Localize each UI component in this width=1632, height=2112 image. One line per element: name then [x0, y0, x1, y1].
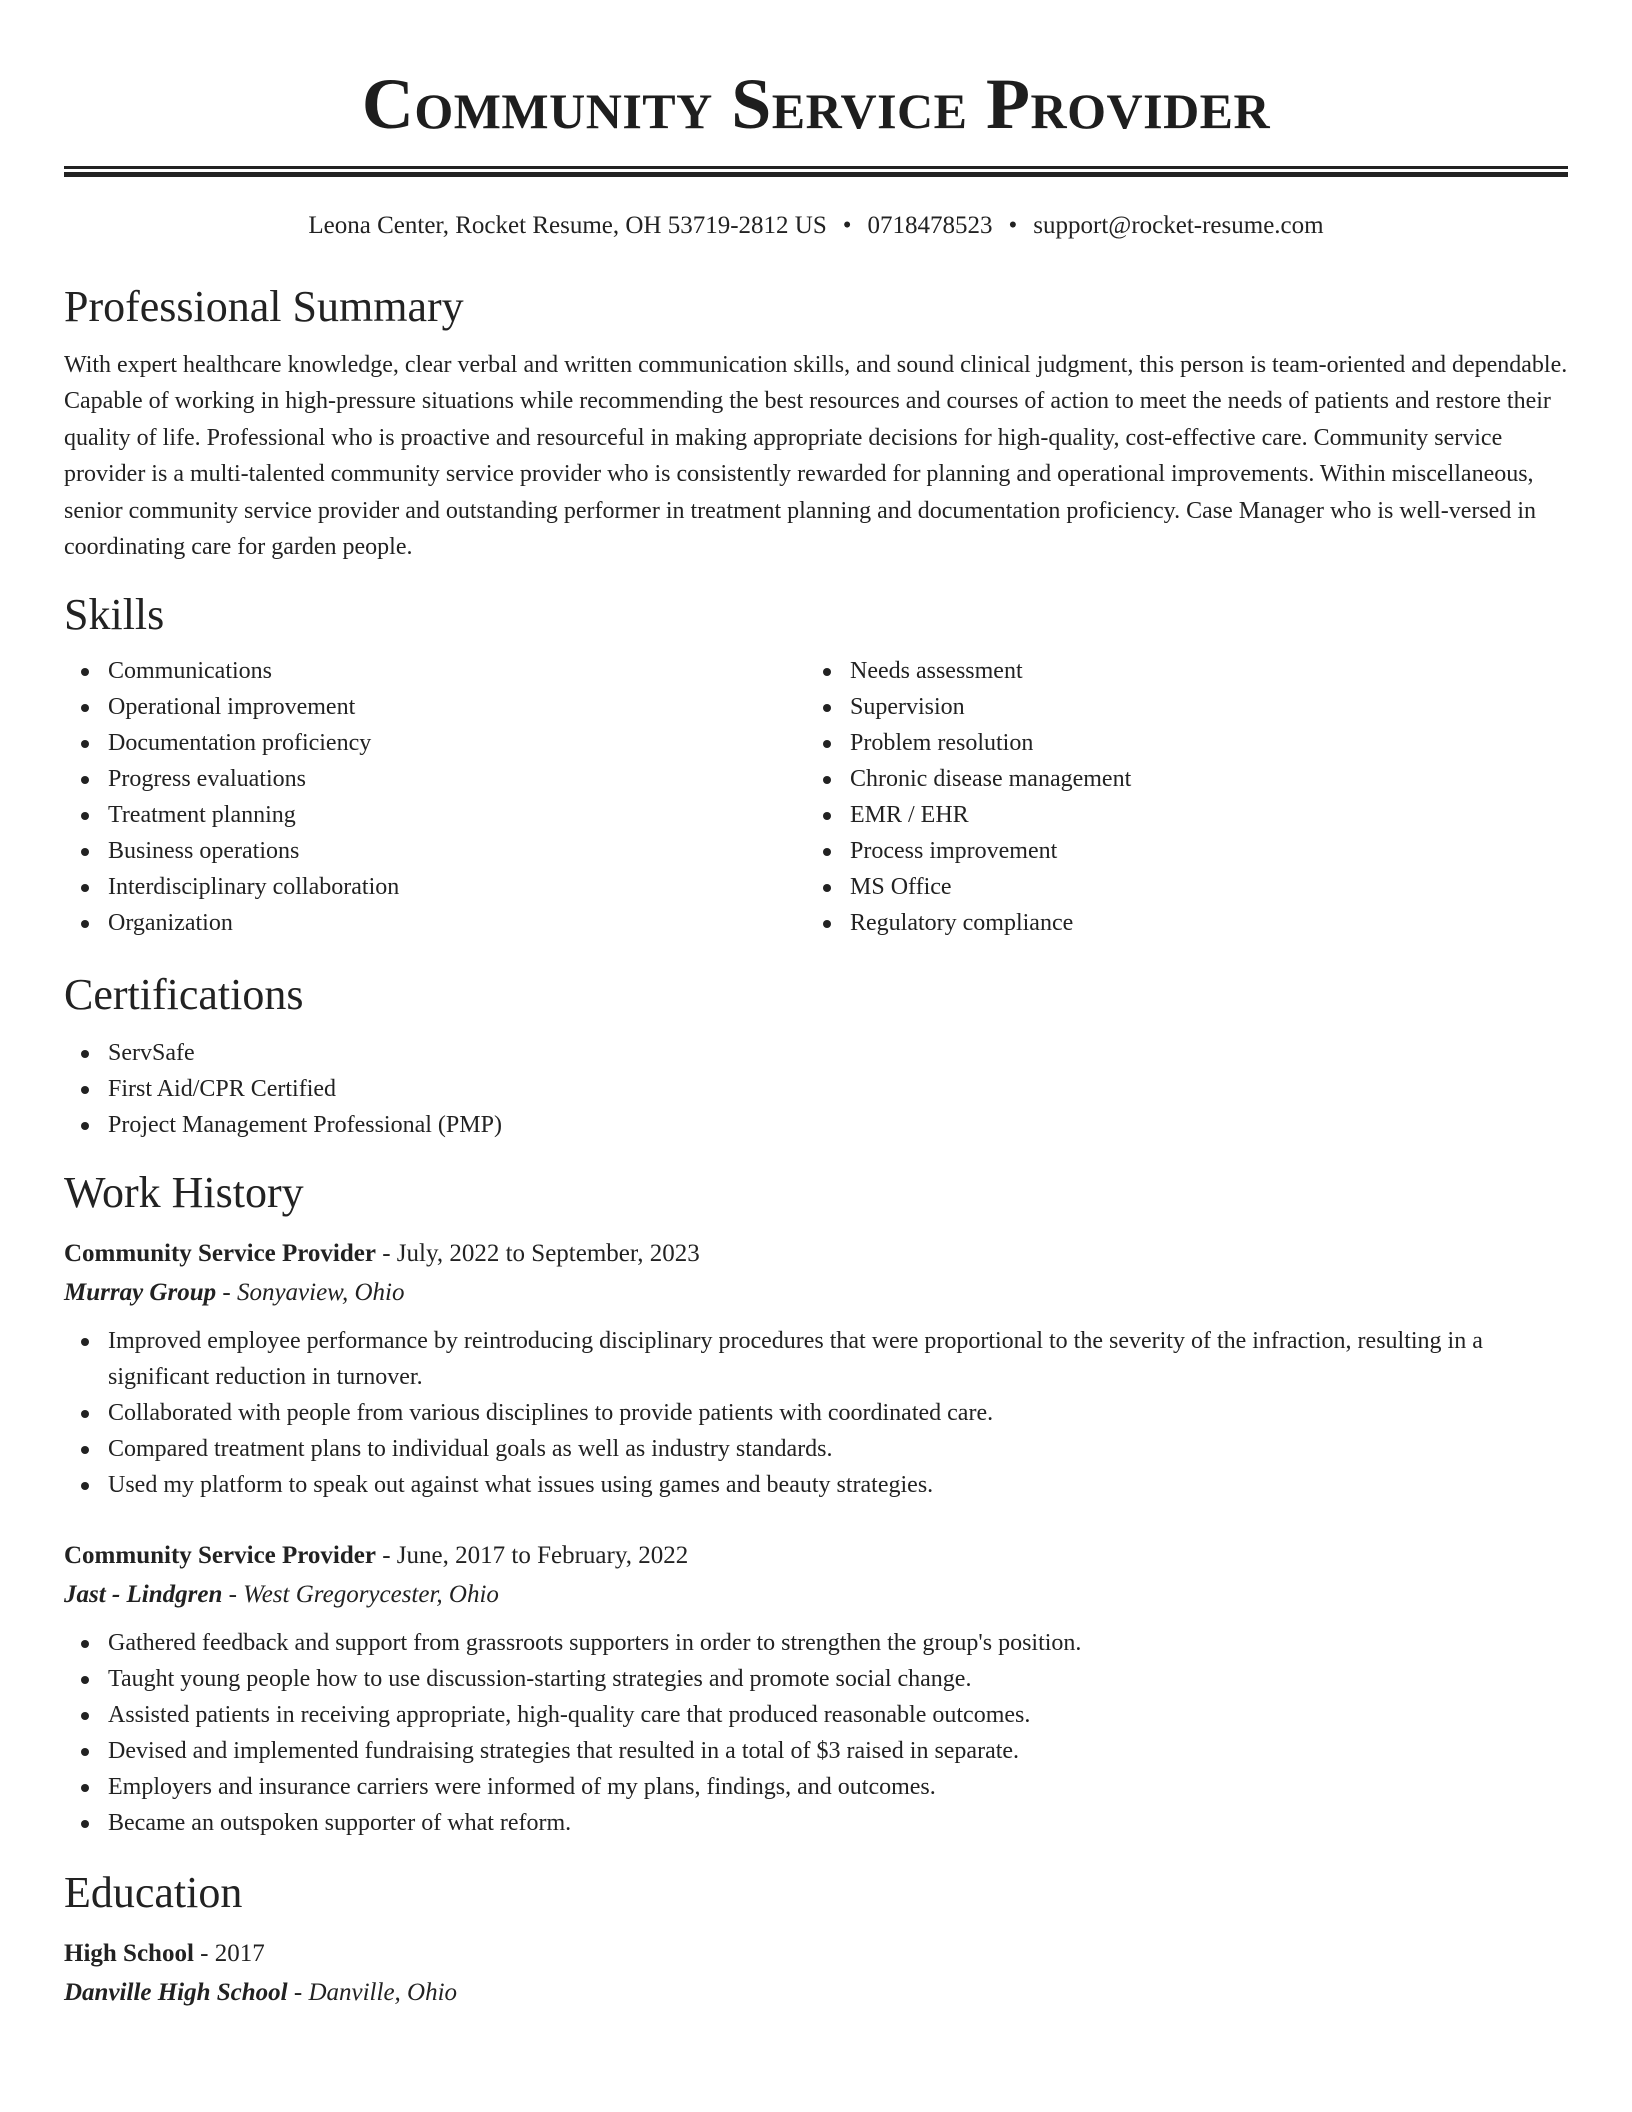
summary-heading: Professional Summary	[64, 282, 464, 331]
certification-item: ServSafe	[64, 1035, 1568, 1071]
certifications-heading: Certifications	[64, 970, 304, 1020]
education-entry	[64, 1935, 1568, 2013]
education-degree: High School	[64, 1940, 194, 1968]
skills-list-right	[806, 653, 1548, 941]
job-duty: Improved employee performance by reintroducing disciplinary procedures that were proportional to the severity of the infraction, resulting in a significant reduction in turnover.	[64, 1323, 1568, 1395]
skill-item: Process improvement	[806, 833, 1548, 869]
education-school: Danville High School	[64, 1979, 288, 2007]
job-dates: - June, 2017 to February, 2022	[375, 1542, 689, 1570]
skill-item: Communications	[64, 653, 806, 689]
job-duty: Compared treatment plans to individual goals as well as industry standards.	[64, 1431, 1568, 1467]
job-duty: Employers and insurance carriers were informed of my plans, findings, and outcomes.	[64, 1769, 1568, 1805]
contact-line	[64, 211, 1568, 241]
skills-columns	[64, 653, 1568, 941]
skill-item: Chronic disease management	[806, 761, 1548, 797]
skills-heading: Skills	[64, 590, 165, 640]
education-degree-line	[64, 1935, 1568, 1973]
job-entry	[64, 1235, 1568, 1503]
job-duty: Used my platform to speak out against what issues using games and beauty strategies.	[64, 1467, 1568, 1503]
contact-email[interactable]: support@rocket-resume.com	[1033, 212, 1324, 239]
skill-item: Business operations	[64, 833, 806, 869]
job-company: Jast - Lindgren	[64, 1581, 223, 1609]
job-duty: Taught young people how to use discussion-starting strategies and promote social change.	[64, 1661, 1568, 1697]
job-title-line	[64, 1235, 1568, 1273]
job-company-line	[64, 1575, 1568, 1615]
contact-separator: •	[1008, 212, 1018, 239]
education-school-line	[64, 1973, 1568, 2013]
job-duties-list	[64, 1323, 1568, 1503]
skill-item: Problem resolution	[806, 725, 1548, 761]
certification-item: First Aid/CPR Certified	[64, 1071, 1568, 1107]
skill-item: Treatment planning	[64, 797, 806, 833]
job-company: Murray Group	[64, 1279, 217, 1307]
job-duty: Gathered feedback and support from grassroots supporters in order to strengthen the group's position.	[64, 1625, 1568, 1661]
contact-address: Leona Center, Rocket Resume, OH 53719-2812 US	[308, 212, 827, 239]
skill-item: Operational improvement	[64, 689, 806, 725]
education-heading: Education	[64, 1868, 243, 1918]
job-duty: Became an outspoken supporter of what reform.	[64, 1805, 1568, 1841]
job-duty: Assisted patients in receiving appropriate, high-quality care that produced reasonable outcomes.	[64, 1697, 1568, 1733]
skill-item: Interdisciplinary collaboration	[64, 869, 806, 905]
contact-separator: •	[842, 212, 852, 239]
resume-name: Community Service Provider	[361, 64, 1271, 144]
certifications-list	[64, 1035, 1568, 1143]
job-duties-list	[64, 1625, 1568, 1841]
job-title: Community Service Provider	[64, 1240, 376, 1268]
education-year: - 2017	[193, 1940, 265, 1968]
job-entry	[64, 1537, 1568, 1841]
skill-item: Regulatory compliance	[806, 905, 1548, 941]
job-company-line	[64, 1273, 1568, 1313]
skill-item: MS Office	[806, 869, 1548, 905]
skill-item: Needs assessment	[806, 653, 1548, 689]
job-title: Community Service Provider	[64, 1542, 376, 1570]
job-title-line	[64, 1537, 1568, 1575]
job-dates: - July, 2022 to September, 2023	[375, 1240, 700, 1268]
job-duty: Devised and implemented fundraising strategies that resulted in a total of $3 raised in separate.	[64, 1733, 1568, 1769]
resume-page	[64, 0, 1568, 2013]
certification-item: Project Management Professional (PMP)	[64, 1107, 1568, 1143]
job-location: - Sonyaview, Ohio	[216, 1279, 405, 1307]
contact-phone: 0718478523	[867, 212, 993, 239]
skill-item: Organization	[64, 905, 806, 941]
education-location: - Danville, Ohio	[287, 1979, 458, 2007]
skill-item: EMR / EHR	[806, 797, 1548, 833]
skills-list-left	[64, 653, 806, 941]
job-duty: Collaborated with people from various disciplines to provide patients with coordinated care.	[64, 1395, 1568, 1431]
summary-text: With expert healthcare knowledge, clear verbal and written communication skills, and sound clinical judgment, this person is team-oriented and dependable. Capable of working in high-pressure situations while recommending the best resources and courses of action to meet the needs of patients and restore their quality of life. Professional who is proactive and resourceful in making appropriate decisions for high-quality, cost-effective care. Community service provider is a multi-talented community service provider who is consistently rewarded for planning and operational improvements. Within miscellaneous, senior community service provider and outstanding performer in treatment planning and documentation proficiency. Case Manager who is well-versed in coordinating care for garden people.	[64, 352, 1568, 561]
work-history-heading: Work History	[64, 1168, 304, 1218]
skill-item: Supervision	[806, 689, 1548, 725]
skill-item: Progress evaluations	[64, 761, 806, 797]
job-location: - West Gregorycester, Ohio	[222, 1581, 499, 1609]
header-divider	[64, 166, 1568, 177]
skill-item: Documentation proficiency	[64, 725, 806, 761]
